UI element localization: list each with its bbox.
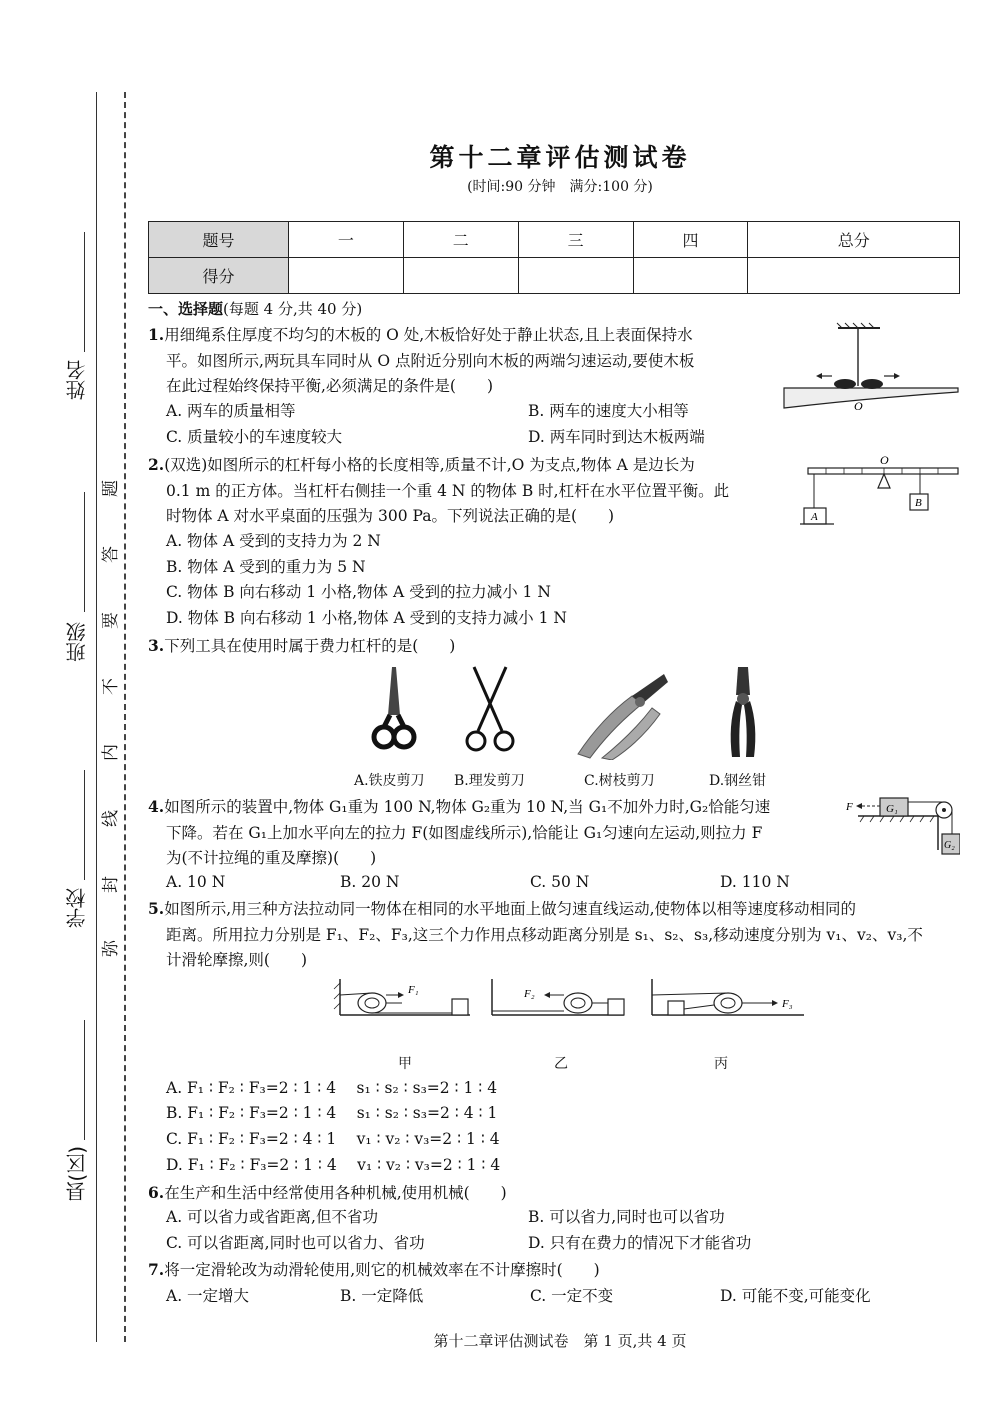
- question-line: 如图所示,用三种方法拉动同一物体在相同的水平地面上做匀速直线运动,使物体以相等速度移动相同的: [164, 900, 857, 918]
- hair-scissors-image: [462, 665, 518, 760]
- question-number: 5.: [148, 899, 165, 918]
- score-entry-cell[interactable]: [403, 258, 518, 294]
- score-table-header-row: [149, 222, 960, 258]
- question-line: 下降。若在 G₁上加水平向左的拉力 F(如图虚线所示),恰能让 G₁匀速向左运动,则拉力 F: [166, 823, 763, 842]
- question-number: 1.: [148, 325, 165, 344]
- name-label: 姓名: [65, 360, 89, 400]
- seal-char: 答: [101, 546, 121, 563]
- table-cell: 三: [518, 222, 633, 258]
- tool-caption: C.树枝剪刀: [584, 773, 655, 789]
- force-label: F₃: [782, 998, 793, 1010]
- option[interactable]: B. 可以省力,同时也可以省功: [528, 1208, 725, 1226]
- seal-char: 线: [101, 810, 121, 827]
- option[interactable]: C. 50 N: [530, 873, 590, 891]
- q4-pulley-figure: [844, 790, 960, 860]
- option[interactable]: C. 可以省距离,同时也可以省力、省功: [166, 1234, 425, 1252]
- school-blank-line: [84, 770, 85, 880]
- question-number: 2.: [148, 455, 165, 474]
- margin-border-line: [96, 92, 97, 1342]
- pliers-image: [722, 665, 766, 760]
- question-line: 在此过程始终保持平衡,必须满足的条件是( ): [166, 377, 494, 395]
- question-line: 0.1 m 的正方体。当杠杆右侧挂一个重 4 N 的物体 B 时,杠杆在水平位置平衡。此: [166, 481, 730, 500]
- figure-label-o: O: [854, 399, 863, 413]
- tin-snips-image: [370, 665, 420, 760]
- seal-char: 封: [101, 876, 121, 893]
- figure-caption: 甲: [398, 1056, 412, 1072]
- tool-caption: A.铁皮剪刀: [354, 773, 425, 789]
- pulley-figure-jia: [332, 975, 472, 1035]
- figure-label-f: F: [846, 801, 853, 813]
- option[interactable]: A. 两车的质量相等: [166, 402, 296, 420]
- option[interactable]: B. 一定降低: [340, 1287, 424, 1305]
- score-entry-cell[interactable]: [518, 258, 633, 294]
- class-label: 班级: [65, 622, 89, 662]
- q1-board-figure: [780, 322, 960, 417]
- pulley-figure-yi: [488, 975, 628, 1035]
- option[interactable]: D. 只有在费力的情况下才能省功: [528, 1234, 752, 1252]
- question-6: [148, 1180, 507, 1207]
- figure-caption: 丙: [714, 1056, 728, 1072]
- option[interactable]: C. 一定不变: [530, 1287, 614, 1305]
- option[interactable]: C. F₁ ∶ F₂ ∶ F₃=2 ∶ 4 ∶ 1 v₁ ∶ v₂ ∶ v₃=2 ∶ 1 ∶ 4: [166, 1130, 500, 1148]
- question-5: [148, 896, 968, 974]
- question-number: 7.: [148, 1260, 165, 1279]
- figure-caption: 乙: [554, 1056, 568, 1072]
- question-number: 3.: [148, 636, 165, 655]
- seal-char: 要: [101, 612, 121, 629]
- question-line: 用细绳系住厚度不均匀的木板的 O 处,木板恰好处于静止状态,且上表面保持水: [164, 326, 693, 344]
- table-cell: 得分: [149, 258, 289, 294]
- table-cell: 二: [403, 222, 518, 258]
- question-line: (双选)如图所示的杠杆每小格的长度相等,质量不计,O 为支点,物体 A 是边长为: [164, 456, 695, 474]
- seal-char: 题: [101, 480, 121, 497]
- score-entry-cell[interactable]: [633, 258, 748, 294]
- seal-char: 不: [101, 678, 121, 695]
- question-7: [148, 1257, 600, 1284]
- question-number: 6.: [148, 1183, 165, 1202]
- page-subtitle: (时间:90 分钟 满分:100 分): [467, 179, 653, 195]
- force-label: F₂: [524, 988, 535, 1000]
- question-1: [148, 322, 778, 400]
- question-4: [148, 794, 838, 872]
- figure-label-o: O: [880, 453, 889, 467]
- score-table-score-row: [149, 258, 960, 294]
- county-blank-line: [84, 1020, 85, 1140]
- option[interactable]: D. 两车同时到达木板两端: [528, 428, 705, 446]
- question-line: 距离。所用拉力分别是 F₁、F₂、F₃,这三个力作用点移动距离分别是 s₁、s₂、s₃,移动速度分别为 v₁、v₂、v₃,不: [166, 925, 923, 944]
- score-entry-cell[interactable]: [748, 258, 960, 294]
- question-line: 为(不计拉绳的重及摩擦)( ): [166, 849, 377, 867]
- page-title: 第十二章评估测试卷: [429, 143, 691, 172]
- table-cell: 总分: [748, 222, 960, 258]
- name-blank-line: [84, 232, 85, 352]
- branch-shears-image: [572, 668, 672, 760]
- seal-char: 弥: [101, 940, 121, 957]
- force-label: F₁: [408, 984, 419, 996]
- section-note: (每题 4 分,共 40 分): [223, 300, 363, 318]
- question-line: 在生产和生活中经常使用各种机械,使用机械( ): [164, 1184, 507, 1202]
- figure-label-g1: G₁: [886, 803, 898, 815]
- option[interactable]: C. 物体 B 向右移动 1 小格,物体 A 受到的拉力减小 1 N: [166, 583, 551, 601]
- seal-char: 内: [101, 744, 121, 761]
- option[interactable]: D. 物体 B 向右移动 1 小格,物体 A 受到的支持力减小 1 N: [166, 609, 567, 627]
- pulley-figure-bing: [648, 975, 808, 1035]
- county-label: 县(区): [65, 1146, 89, 1202]
- option[interactable]: D. 可能不变,可能变化: [720, 1287, 871, 1305]
- option[interactable]: A. 可以省力或省距离,但不省功: [166, 1208, 378, 1226]
- option[interactable]: B. F₁ ∶ F₂ ∶ F₃=2 ∶ 1 ∶ 4 s₁ ∶ s₂ ∶ s₃=2 ∶ 4 ∶ 1: [166, 1104, 498, 1122]
- option[interactable]: B. 两车的速度大小相等: [528, 402, 689, 420]
- question-line: 下列工具在使用时属于费力杠杆的是( ): [164, 637, 456, 655]
- question-2: [148, 452, 788, 530]
- table-cell: 四: [633, 222, 748, 258]
- score-entry-cell[interactable]: [289, 258, 404, 294]
- table-cell: 题号: [149, 222, 289, 258]
- tool-caption: B.理发剪刀: [454, 773, 525, 789]
- option[interactable]: A. 10 N: [166, 873, 226, 891]
- question-line: 平。如图所示,两玩具车同时从 O 点附近分别向木板的两端匀速运动,要使木板: [166, 351, 695, 370]
- question-line: 将一定滑轮改为动滑轮使用,则它的机械效率在不计摩擦时( ): [164, 1261, 600, 1279]
- table-cell: 一: [289, 222, 404, 258]
- seal-dashed-line: [124, 92, 126, 1342]
- section-heading: [148, 298, 362, 319]
- q2-lever-figure: [800, 452, 960, 532]
- option[interactable]: A. F₁ ∶ F₂ ∶ F₃=2 ∶ 1 ∶ 4 s₁ ∶ s₂ ∶ s₃=2 ∶ 1 ∶ 4: [166, 1079, 498, 1097]
- class-blank-line: [84, 492, 85, 612]
- school-label: 学校: [65, 888, 89, 928]
- option[interactable]: C. 质量较小的车速度较大: [166, 428, 343, 446]
- question-line: 时物体 A 对水平桌面的压强为 300 Pa。下列说法正确的是( ): [166, 507, 615, 525]
- option[interactable]: D. 110 N: [720, 873, 790, 891]
- option[interactable]: A. 物体 A 受到的支持力为 2 N: [166, 532, 381, 550]
- option[interactable]: B. 物体 A 受到的重力为 5 N: [166, 558, 366, 576]
- option[interactable]: A. 一定增大: [166, 1287, 250, 1305]
- figure-label-g2: G₂: [944, 840, 955, 851]
- figure-label-b: B: [915, 497, 922, 509]
- figure-label-a: A: [811, 511, 818, 523]
- option[interactable]: D. F₁ ∶ F₂ ∶ F₃=2 ∶ 1 ∶ 4 v₁ ∶ v₂ ∶ v₃=2 ∶ 1 ∶ 4: [166, 1156, 501, 1174]
- question-line: 计滑轮摩擦,则( ): [166, 951, 308, 969]
- tool-caption: D.钢丝钳: [709, 773, 767, 789]
- option[interactable]: B. 20 N: [340, 873, 400, 891]
- score-table: [148, 221, 960, 294]
- question-line: 如图所示的装置中,物体 G₁重为 100 N,物体 G₂重为 10 N,当 G₁不加外力时,G₂恰能匀速: [164, 798, 771, 816]
- page-footer: 第十二章评估测试卷 第 1 页,共 4 页: [433, 1332, 687, 1350]
- section-title: 一、选择题: [148, 300, 224, 318]
- question-number: 4.: [148, 797, 165, 816]
- question-3: [148, 633, 455, 660]
